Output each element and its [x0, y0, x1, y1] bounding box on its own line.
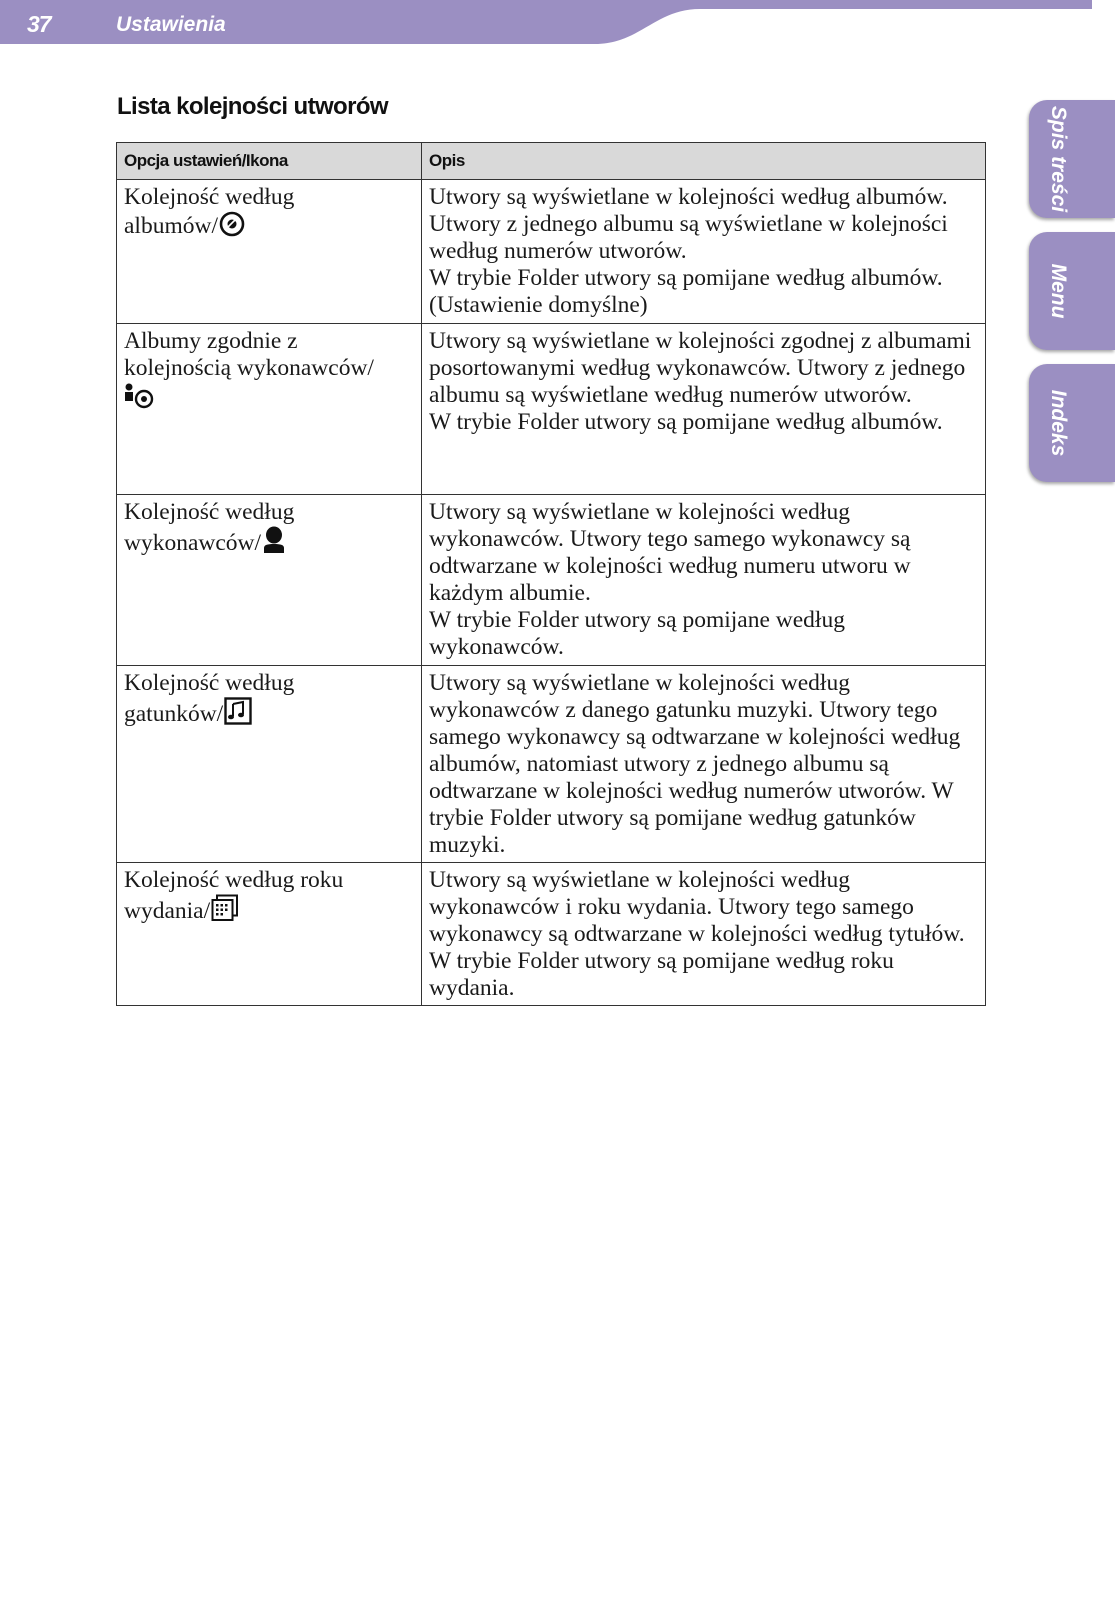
table-row — [117, 666, 986, 863]
description-cell — [422, 180, 986, 324]
option-label: Albumy zgodnie z — [124, 328, 298, 354]
description-text: W trybie Folder utwory są pomijane według wykonawców. — [429, 607, 845, 660]
genre-icon — [224, 697, 252, 732]
option-label: wykonawców/ — [124, 530, 262, 556]
option-label: kolejnością wykonawców/ — [124, 355, 374, 381]
description-text: Utwory są wyświetlane w kolejności zgodnej z albumami posortowanymi według wykonawców. Utwory z jednego albumu są wyświetlane według numerów utworów. — [429, 328, 972, 408]
tab-label: Spis treści — [1047, 105, 1070, 213]
section-title: Lista kolejności utworów — [117, 93, 388, 120]
description-text: Utwory są wyświetlane w kolejności według wykonawców z danego gatunku muzyki. Utwory tego samego wykonawcy są odtwarzane w kolejności według albumów, natomiast utwory z jednego albumu są odtwarzane w kolejności według numerów utworów. W trybie Folder utwory są pomijane według gatunków muzyki. — [429, 670, 961, 858]
table-row — [117, 495, 986, 666]
option-label: Kolejność według — [124, 184, 295, 210]
artist-icon — [262, 526, 286, 561]
description-cell — [422, 863, 986, 1006]
column-header-option: Opcja ustawień/Ikona — [117, 143, 422, 180]
page-number: 37 — [27, 11, 51, 37]
option-cell — [117, 863, 422, 1006]
table-row — [117, 863, 986, 1006]
page-header — [0, 0, 1115, 46]
table-row — [117, 180, 986, 324]
section-name: Ustawienia — [116, 13, 226, 36]
option-label: gatunków/ — [124, 701, 224, 727]
option-cell — [117, 495, 422, 666]
column-header-description: Opis — [422, 143, 986, 180]
description-text: Utwory są wyświetlane w kolejności według wykonawców. Utwory tego samego wykonawcy są odtwarzane w kolejności według numeru utworu w każdym albumie. — [429, 499, 911, 606]
tab-index[interactable] — [1029, 364, 1115, 482]
tab-menu[interactable] — [1029, 232, 1115, 350]
option-label: Kolejność według roku — [124, 867, 344, 893]
description-text: W trybie Folder utwory są pomijane według albumów. — [429, 409, 943, 435]
option-label: Kolejność według — [124, 670, 295, 696]
table-row — [117, 324, 986, 495]
artist-album-icon — [124, 382, 156, 417]
option-label: albumów/ — [124, 213, 218, 239]
tab-table-of-contents[interactable] — [1029, 100, 1115, 218]
option-label: wydania/ — [124, 898, 211, 924]
description-text: Utwory są wyświetlane w kolejności według wykonawców i roku wydania. Utwory tego samego wykonawcy są odtwarzane w kolejności według tytułów. W trybie Folder utwory są pomijane według roku wydania. — [429, 867, 965, 1001]
description-text: W trybie Folder utwory są pomijane według albumów. (Ustawienie domyślne) — [429, 265, 943, 318]
description-cell — [422, 495, 986, 666]
description-text: Utwory są wyświetlane w kolejności według albumów. Utwory z jednego albumu są wyświetlane w kolejności według numerów utworów. — [429, 184, 948, 264]
option-label: Kolejność według — [124, 499, 295, 525]
release-year-icon — [211, 894, 239, 929]
description-cell — [422, 666, 986, 863]
tab-label: Menu — [1047, 263, 1070, 319]
option-cell — [117, 180, 422, 324]
table-header-row — [117, 143, 986, 180]
option-cell — [117, 324, 422, 495]
settings-table — [116, 142, 986, 1006]
tab-label: Indeks — [1047, 389, 1070, 457]
description-cell — [422, 324, 986, 495]
album-icon — [219, 211, 245, 244]
option-cell — [117, 666, 422, 863]
